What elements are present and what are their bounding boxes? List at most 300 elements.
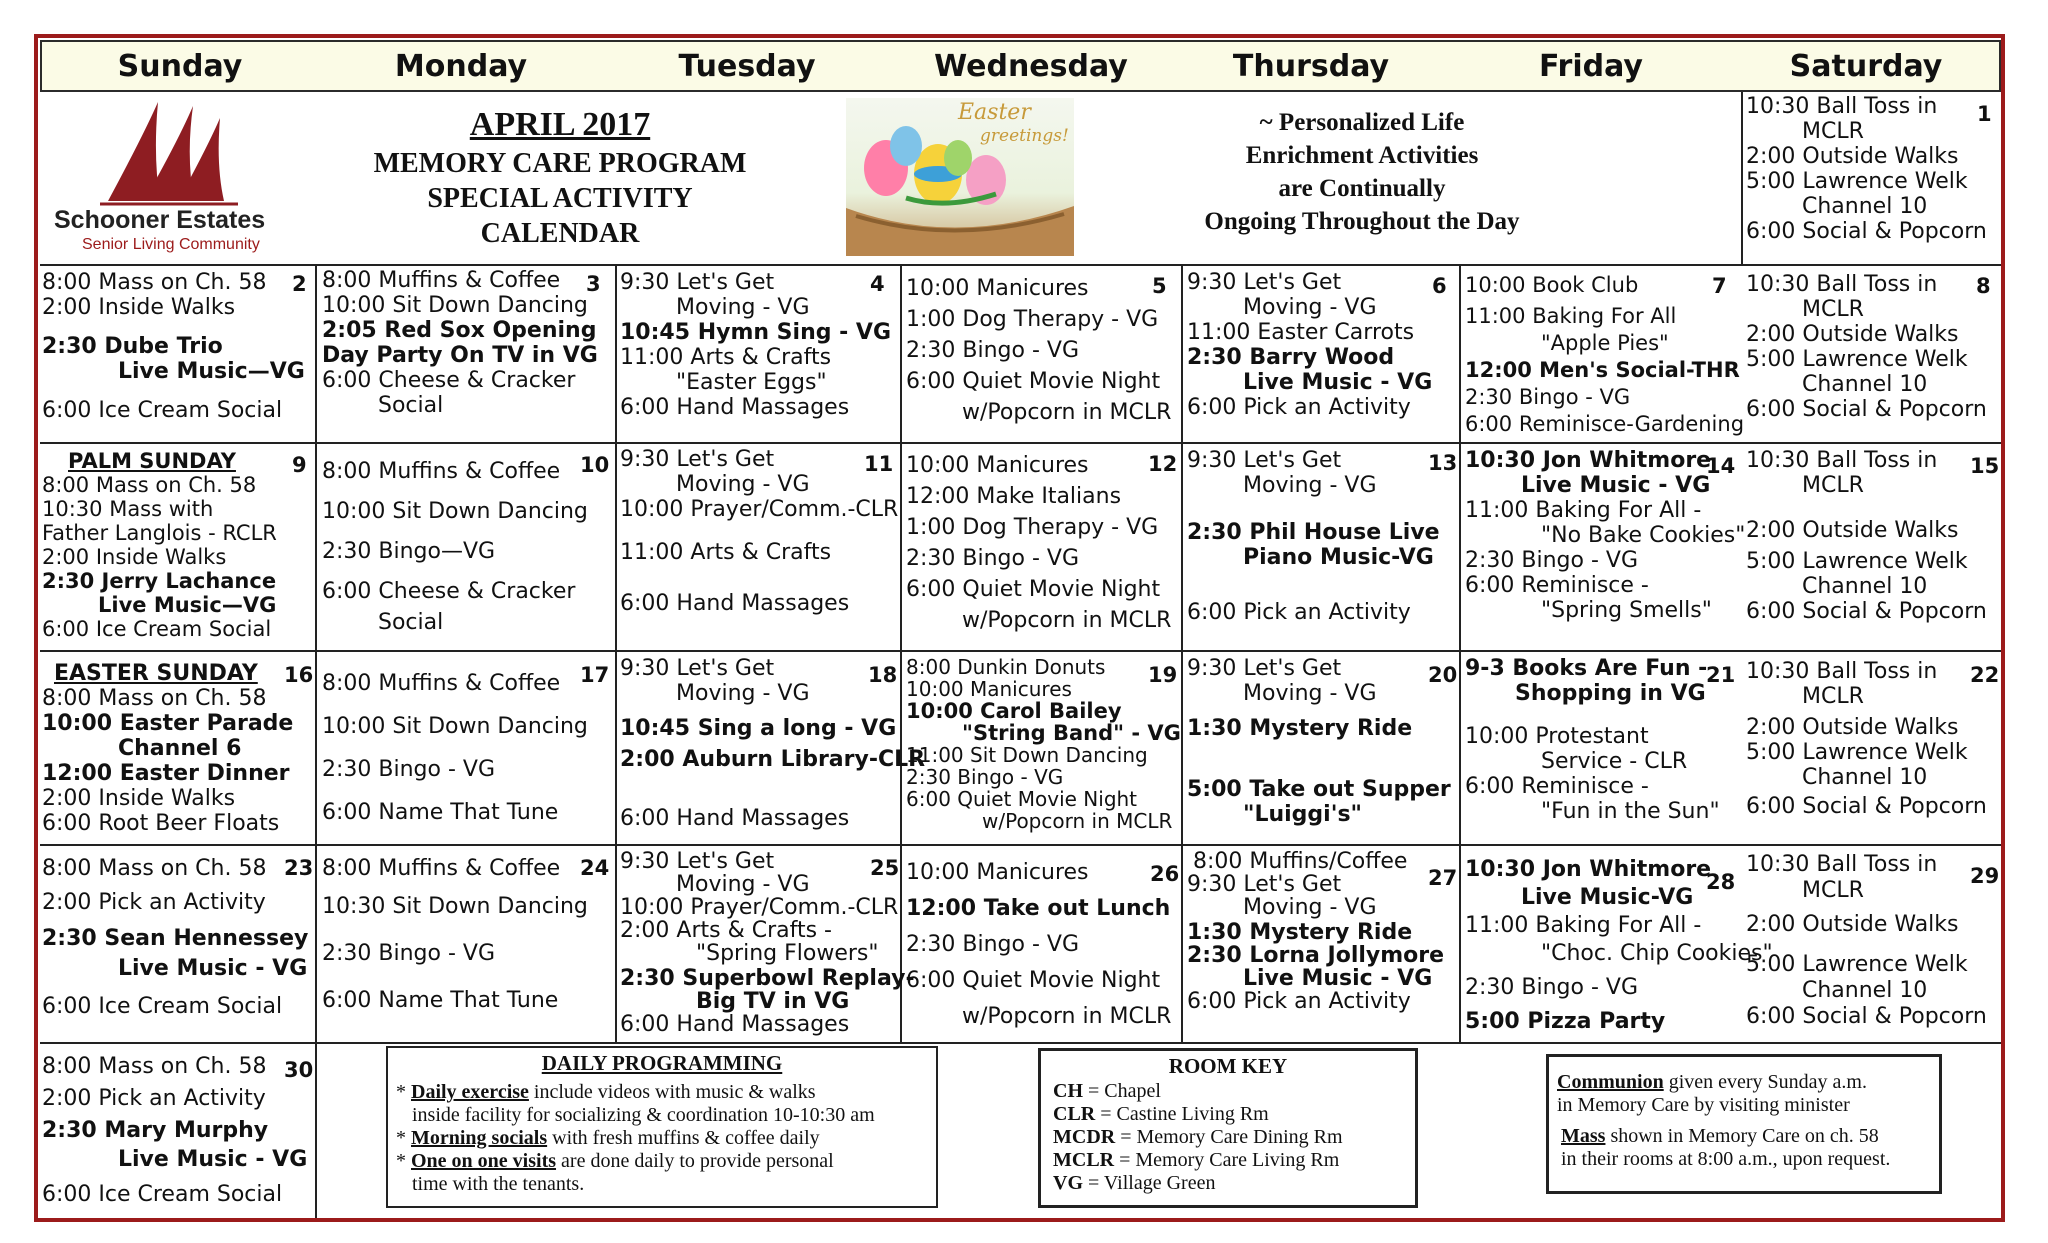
activity-line: 10:00 Sit Down Dancing: [322, 293, 588, 318]
activity-line: 6:00 Reminisce -: [1465, 774, 1649, 799]
activity-line: 6:00 Reminisce -: [1465, 573, 1649, 598]
room-key-list: [1041, 1078, 1415, 1197]
activity-line: w/Popcorn in MCLR: [982, 809, 1173, 833]
activity-line: 6:00 Cheese & Cracker: [322, 579, 576, 604]
activity-line: 6:00 Ice Cream Social: [42, 994, 283, 1019]
activity-line: 2:00 Outside Walks: [1746, 715, 1959, 740]
activity-line: 5:00 Lawrence Welk: [1746, 740, 1968, 765]
day-cell-9: [42, 449, 277, 641]
month-title: APRIL 2017: [469, 106, 651, 143]
activity-line: 11:00 Arts & Crafts: [620, 345, 832, 370]
program-label: One on one visits: [411, 1150, 557, 1172]
activity-line: 2:00 Outside Walks: [1746, 144, 1959, 169]
day-cell-23: [42, 855, 308, 1021]
activity-line: 2:05 Red Sox Opening: [322, 318, 597, 343]
communion-line: [1557, 1071, 1939, 1094]
activity-line: 11:00 Baking For All -: [1465, 913, 1702, 938]
activity-line: "Apple Pies": [1541, 331, 1669, 355]
activity-line: 9:30 Let's Get: [1187, 270, 1342, 295]
activity-line: 8:00 Muffins & Coffee: [322, 671, 561, 696]
day-cell-27: [1187, 850, 1444, 1013]
activity-line: 6:00 Social & Popcorn: [1746, 794, 1987, 819]
date-number: 5: [1152, 274, 1167, 298]
activity-line: Channel 10: [1802, 765, 1928, 790]
activity-line: Father Langlois - RCLR: [42, 521, 277, 545]
activity-line: Channel 10: [1802, 574, 1928, 599]
date-number: 26: [1150, 862, 1180, 886]
activity-line: 10:30 Ball Toss in: [1746, 94, 1938, 119]
activity-line: 2:00 Pick an Activity: [42, 1086, 266, 1111]
bullet: *: [396, 1081, 406, 1103]
activity-line: 2:30 Phil House Live: [1187, 520, 1440, 545]
room-key-item: [1053, 1149, 1403, 1172]
activity-line: Channel 10: [1802, 194, 1928, 219]
weekday-header: [40, 40, 2001, 92]
room-key-item: [1053, 1103, 1403, 1126]
activity-line: 6:00 Quiet Movie Night: [906, 369, 1161, 394]
activity-line: 6:00 Reminisce-Gardening: [1465, 412, 1745, 436]
day-cell-3: [322, 268, 598, 418]
activity-line: 6:00 Social & Popcorn: [1746, 599, 1987, 624]
activity-line: 8:00 Muffins & Coffee: [322, 856, 561, 881]
day-cell-17: [322, 662, 588, 834]
activity-line: 10:00 Sit Down Dancing: [322, 714, 588, 739]
activity-line: 9-3 Books Are Fun -: [1465, 656, 1708, 681]
easter-eggs-image: [846, 98, 1074, 256]
day-cell-15: [1746, 448, 1987, 624]
activity-line: 2:00 Inside Walks: [42, 545, 227, 569]
date-number: 15: [1970, 454, 2000, 478]
activity-line: 2:30 Bingo - VG: [906, 932, 1079, 957]
day-cell-20: [1187, 656, 1451, 827]
title-line: MEMORY CARE PROGRAM: [373, 148, 747, 179]
daily-programming-list: [388, 1075, 936, 1196]
activity-line: Moving - VG: [676, 295, 810, 320]
holiday-title: PALM SUNDAY: [68, 449, 236, 473]
program-text-cont: inside facility for socializing & coordination 10-10:30 am: [412, 1104, 875, 1126]
activity-line: 2:30 Bingo - VG: [906, 765, 1064, 789]
activity-line: "Fun in the Sun": [1541, 799, 1720, 824]
day-cell-4: [620, 270, 891, 420]
activity-line: 5:00 Lawrence Welk: [1746, 169, 1968, 194]
day-cell-30: [42, 1052, 307, 1209]
activity-line: w/Popcorn in MCLR: [962, 1004, 1172, 1029]
grid-line: [40, 1042, 2001, 1044]
activity-line: "Luiggi's": [1243, 802, 1363, 827]
mass-line: in their rooms at 8:00 a.m., upon request.: [1561, 1148, 1891, 1170]
activity-line: Moving - VG: [1243, 473, 1377, 498]
day-cell-2: [42, 270, 305, 423]
activity-line: 8:00 Mass on Ch. 58: [42, 686, 267, 711]
activity-line: 11:00 Easter Carrots: [1187, 320, 1415, 345]
activity-line: 12:00 Men's Social-THR: [1465, 358, 1740, 382]
activity-line: 10:00 Manicures: [906, 276, 1089, 301]
activity-line: 6:00 Social & Popcorn: [1746, 219, 1987, 244]
activity-line: 2:00 Pick an Activity: [42, 890, 266, 915]
activity-line: 10:00 Prayer/Comm.-CLR: [620, 497, 899, 522]
day-saturday: Saturday: [1789, 49, 1943, 84]
grid-line: [40, 264, 2001, 266]
enrichment-line: Enrichment Activities: [1245, 142, 1479, 169]
activity-line: 10:00 Carol Bailey: [906, 699, 1122, 723]
activity-line: 2:00 Outside Walks: [1746, 912, 1959, 937]
date-number: 4: [870, 272, 885, 296]
activity-line: "Easter Eggs": [676, 370, 827, 395]
activity-line: 10:30 Sit Down Dancing: [322, 894, 588, 919]
program-item: [396, 1081, 930, 1127]
program-text: are done daily to provide personal: [556, 1150, 834, 1172]
date-number: 13: [1428, 451, 1458, 475]
activity-line: 2:30 Barry Wood: [1187, 345, 1395, 370]
day-cell-26: [906, 855, 1171, 1035]
activity-line: 10:00 Sit Down Dancing: [322, 499, 588, 524]
activity-line: 2:30 Bingo - VG: [1465, 548, 1638, 573]
activity-line: 10:00 Manicures: [906, 677, 1072, 701]
activity-line: "No Bake Cookies": [1541, 523, 1746, 548]
activity-line: w/Popcorn in MCLR: [962, 400, 1172, 425]
activity-line: 8:00 Muffins/Coffee: [1193, 849, 1408, 874]
logo-subtitle: Senior Living Community: [82, 236, 260, 253]
activity-line: w/Popcorn in MCLR: [962, 608, 1172, 633]
activity-line: 9:30 Let's Get: [620, 849, 775, 874]
activity-line: 2:30 Jerry Lachance: [42, 569, 277, 593]
activity-line: Piano Music-VG: [1243, 545, 1434, 570]
day-tuesday: Tuesday: [678, 49, 816, 84]
communion-box: [1546, 1054, 1942, 1194]
activity-line: 6:00 Ice Cream Social: [42, 398, 283, 423]
activity-line: Moving - VG: [1243, 895, 1377, 920]
date-number: 18: [868, 663, 898, 687]
activity-line: Big TV in VG: [696, 989, 850, 1014]
program-text: with fresh muffins & coffee daily: [547, 1127, 820, 1149]
activity-line: Moving - VG: [1243, 295, 1377, 320]
activity-line: MCLR: [1802, 684, 1864, 709]
activity-line: 12:00 Make Italians: [906, 484, 1122, 509]
day-cell-24: [322, 855, 588, 1024]
activity-line: MCLR: [1802, 878, 1864, 903]
activity-line: 6:00 Hand Massages: [620, 395, 850, 420]
activity-line: 2:30 Bingo - VG: [1465, 385, 1631, 409]
activity-line: Moving - VG: [676, 472, 810, 497]
grid-line: [40, 650, 2001, 652]
activity-line: 2:30 Bingo - VG: [906, 546, 1079, 571]
day-cell-7: [1465, 272, 1744, 438]
activity-line: 8:00 Mass on Ch. 58: [42, 856, 267, 881]
date-number: 21: [1706, 663, 1736, 687]
room-desc: = Castine Living Rm: [1095, 1103, 1269, 1125]
activity-line: 2:30 Mary Murphy: [42, 1118, 269, 1143]
day-cell-22: [1746, 659, 1987, 819]
date-number: 30: [284, 1058, 314, 1082]
program-label: Daily exercise: [411, 1081, 529, 1103]
activity-line: 2:30 Lorna Jollymore: [1187, 943, 1445, 968]
grid-line: [40, 442, 2001, 444]
activity-line: 10:30 Ball Toss in: [1746, 272, 1938, 297]
activity-line: 6:00 Pick an Activity: [1187, 989, 1411, 1014]
activity-line: Shopping in VG: [1515, 681, 1706, 706]
room-desc: = Chapel: [1083, 1080, 1161, 1102]
date-number: 9: [292, 453, 307, 477]
activity-line: 12:00 Easter Dinner: [42, 761, 290, 786]
activity-line: Live Music - VG: [1243, 966, 1433, 991]
activity-line: 1:00 Dog Therapy - VG: [906, 515, 1159, 540]
activity-line: 2:30 Bingo - VG: [1465, 975, 1638, 1000]
date-number: 3: [586, 272, 601, 296]
room-key-item: [1053, 1126, 1403, 1149]
mass-line: [1557, 1125, 1939, 1148]
activity-line: 9:30 Let's Get: [620, 270, 775, 295]
date-number: 19: [1148, 663, 1178, 687]
activity-line: Day Party On TV in VG: [322, 343, 598, 368]
activity-line: 6:00 Social & Popcorn: [1746, 397, 1987, 422]
activity-line: 8:00 Mass on Ch. 58: [42, 473, 257, 497]
activity-line: 6:00 Ice Cream Social: [42, 617, 272, 641]
room-key-item: [1053, 1080, 1403, 1103]
day-friday: Friday: [1538, 49, 1643, 84]
enrichment-line: Ongoing Throughout the Day: [1204, 208, 1520, 235]
activity-line: 2:30 Bingo—VG: [322, 539, 496, 564]
date-number: 20: [1428, 663, 1458, 687]
communion-text: given every Sunday a.m.: [1663, 1071, 1867, 1093]
activity-line: 2:30 Superbowl Replay-: [620, 966, 915, 991]
activity-line: "Choc. Chip Cookies": [1541, 941, 1773, 966]
activity-line: "Spring Flowers": [696, 941, 879, 966]
activity-line: 5:00 Lawrence Welk: [1746, 952, 1968, 977]
activity-line: 10:00 Prayer/Comm.-CLR: [620, 895, 899, 920]
day-cell-8: [1746, 272, 1987, 422]
activity-line: 6:00 Pick an Activity: [1187, 395, 1411, 420]
activity-line: MCLR: [1802, 473, 1864, 498]
activity-line: 10:30 Ball Toss in: [1746, 659, 1938, 684]
activity-line: "Spring Smells": [1541, 598, 1712, 623]
schooner-estates-logo: [48, 96, 288, 258]
activity-line: Social: [378, 610, 444, 635]
mass-text: shown in Memory Care on ch. 58: [1605, 1125, 1879, 1147]
date-number: 25: [870, 856, 900, 880]
day-cell-29: [1746, 852, 1987, 1030]
day-cell-5: [906, 273, 1171, 428]
activity-line: 6:00 Name That Tune: [322, 988, 559, 1013]
activity-line: 10:45 Sing a long - VG: [620, 716, 897, 741]
activity-line: 9:30 Let's Get: [620, 447, 775, 472]
mass-label: Mass: [1561, 1125, 1606, 1147]
room-desc: = Village Green: [1083, 1172, 1216, 1194]
enrichment-line: are Continually: [1278, 175, 1446, 202]
activity-line: 6:00 Hand Massages: [620, 591, 850, 616]
grid-line: [40, 844, 2001, 846]
activity-line: 11:00 Arts & Crafts: [620, 540, 832, 565]
room-code: MCDR: [1053, 1126, 1116, 1148]
activity-line: Moving - VG: [1243, 681, 1377, 706]
date-number: 23: [284, 856, 314, 880]
date-number: 14: [1706, 454, 1736, 478]
grid-line: [615, 264, 617, 1044]
activity-line: 10:00 Manicures: [906, 860, 1089, 885]
activity-line: 10:30 Ball Toss in: [1746, 852, 1938, 877]
day-cell-6: [1187, 270, 1432, 420]
activity-line: 10:30 Jon Whitmore: [1465, 448, 1712, 473]
activity-line: "String Band" - VG: [962, 721, 1181, 745]
easter-word: Easter: [958, 100, 1031, 125]
day-sunday: Sunday: [117, 49, 243, 84]
activity-line: 2:00 Outside Walks: [1746, 518, 1959, 543]
day-cell-10: [322, 452, 588, 634]
activity-line: 2:00 Arts & Crafts -: [620, 918, 832, 943]
activity-line: MCLR: [1802, 119, 1864, 144]
date-number: 12: [1148, 452, 1178, 476]
activity-line: 9:30 Let's Get: [1187, 656, 1342, 681]
room-key-heading: ROOM KEY: [1168, 1054, 1288, 1078]
activity-line: 10:30 Mass with: [42, 497, 214, 521]
activity-line: 2:30 Bingo - VG: [322, 941, 495, 966]
activity-line: 5:00 Pizza Party: [1465, 1009, 1666, 1034]
date-number: 8: [1976, 274, 1991, 298]
activity-line: 1:30 Mystery Ride: [1187, 920, 1413, 945]
day-cell-12: [906, 450, 1171, 636]
activity-line: 10:30 Jon Whitmore: [1465, 857, 1712, 882]
date-number: 22: [1970, 663, 2000, 687]
activity-line: 2:30 Bingo - VG: [322, 757, 495, 782]
room-code: VG: [1053, 1172, 1083, 1194]
date-number: 29: [1970, 864, 2000, 888]
date-number: 28: [1706, 870, 1736, 894]
activity-line: Live Music - VG: [118, 1147, 308, 1172]
day-cell-21: [1465, 656, 1720, 824]
activity-line: 2:00 Auburn Library-CLR: [620, 747, 926, 772]
date-number: 2: [292, 272, 307, 296]
activity-line: Live Music - VG: [118, 956, 308, 981]
title-line: CALENDAR: [480, 218, 640, 249]
date-number: 27: [1428, 866, 1458, 890]
activity-line: 6:00 Ice Cream Social: [42, 1182, 283, 1207]
date-number: 11: [864, 452, 894, 476]
activity-line: 5:00 Lawrence Welk: [1746, 549, 1968, 574]
activity-line: 5:00 Lawrence Welk: [1746, 347, 1968, 372]
activity-line: MCLR: [1802, 297, 1864, 322]
activity-line: 8:00 Muffins & Coffee: [322, 268, 561, 293]
activity-line: 2:00 Inside Walks: [42, 786, 236, 811]
activity-line: 6:00 Quiet Movie Night: [906, 577, 1161, 602]
activity-line: 10:45 Hymn Sing - VG: [620, 320, 892, 345]
activity-line: 8:00 Muffins & Coffee: [322, 459, 561, 484]
day-wednesday: Wednesday: [934, 49, 1128, 84]
greetings-word: greetings!: [980, 126, 1069, 146]
activity-line: 11:00 Baking For All: [1465, 304, 1677, 328]
logo-name: Schooner Estates: [54, 206, 266, 234]
activity-line: 6:00 Root Beer Floats: [42, 811, 280, 836]
activity-line: 1:00 Dog Therapy - VG: [906, 307, 1159, 332]
activity-line: 10:00 Protestant: [1465, 724, 1649, 749]
room-desc: = Memory Care Dining Rm: [1115, 1126, 1343, 1148]
day-cell-11: [620, 447, 898, 616]
activity-line: 2:30 Bingo - VG: [906, 338, 1079, 363]
activity-line: 9:30 Let's Get: [1187, 872, 1342, 897]
activity-line: 6:00 Cheese & Cracker: [322, 368, 576, 393]
activity-line: Channel 6: [118, 736, 242, 761]
activity-line: 8:00 Mass on Ch. 58: [42, 1054, 267, 1079]
activity-line: 2:30 Sean Hennessey: [42, 926, 309, 951]
activity-line: 11:00 Baking For All -: [1465, 498, 1702, 523]
activity-line: Social: [378, 393, 444, 418]
day-cell-1: [1746, 94, 1987, 244]
date-number: 24: [580, 856, 610, 880]
day-cell-16: [42, 661, 293, 836]
activity-line: 10:00 Easter Parade: [42, 711, 294, 736]
activity-line: 6:00 Hand Massages: [620, 1012, 850, 1037]
enrichment-note: [1182, 106, 1542, 238]
enrichment-line: ~ Personalized Life: [1259, 109, 1465, 136]
activity-line: 1:30 Mystery Ride: [1187, 716, 1413, 741]
room-desc: = Memory Care Living Rm: [1114, 1149, 1340, 1171]
day-cell-14: [1465, 448, 1745, 623]
program-item: [396, 1127, 930, 1150]
sails-icon: [48, 96, 288, 206]
activity-line: 8:00 Dunkin Donuts: [906, 655, 1106, 679]
room-key-item: [1053, 1172, 1403, 1195]
room-code: MCLR: [1053, 1149, 1115, 1171]
day-cell-19: [906, 656, 1181, 832]
grid-line: [315, 264, 317, 1218]
room-code: CLR: [1053, 1103, 1096, 1125]
room-code: CH: [1053, 1080, 1083, 1102]
communion-line: in Memory Care by visiting minister: [1557, 1094, 1850, 1116]
activity-line: 6:00 Social & Popcorn: [1746, 1004, 1987, 1029]
daily-programming-box: [386, 1046, 938, 1208]
activity-line: 2:30 Dube Trio: [42, 334, 223, 359]
calendar-title: [330, 104, 790, 251]
day-thursday: Thursday: [1232, 49, 1390, 84]
activity-line: Service - CLR: [1541, 749, 1688, 774]
activity-line: Live Music-VG: [1521, 885, 1694, 910]
day-cell-13: [1187, 448, 1440, 625]
grid-line: [1181, 264, 1183, 1044]
program-text-cont: time with the tenants.: [412, 1173, 585, 1195]
date-number: 7: [1712, 274, 1727, 298]
activity-line: 6:00 Pick an Activity: [1187, 600, 1411, 625]
activity-line: 10:30 Ball Toss in: [1746, 448, 1938, 473]
activity-line: 10:00 Manicures: [906, 453, 1089, 478]
activity-line: 9:30 Let's Get: [620, 656, 775, 681]
bullet: *: [396, 1150, 406, 1172]
activity-line: 10:00 Book Club: [1465, 273, 1639, 297]
activity-line: Moving - VG: [676, 872, 810, 897]
date-number: 6: [1432, 274, 1447, 298]
activity-line: 11:00 Sit Down Dancing: [906, 743, 1148, 767]
date-number: 1: [1977, 102, 1992, 126]
activity-line: 8:00 Mass on Ch. 58: [42, 270, 267, 295]
activity-line: 12:00 Take out Lunch: [906, 896, 1171, 921]
date-number: 16: [284, 663, 314, 687]
grid-line: [1459, 264, 1461, 1044]
activity-line: 6:00 Quiet Movie Night: [906, 968, 1161, 993]
activity-line: Moving - VG: [676, 681, 810, 706]
program-text: include videos with music & walks: [528, 1081, 816, 1103]
activity-line: Live Music - VG: [1521, 473, 1711, 498]
activity-line: Live Music - VG: [1243, 370, 1433, 395]
activity-line: 2:00 Inside Walks: [42, 295, 236, 320]
title-line: SPECIAL ACTIVITY: [427, 183, 693, 214]
program-item: [396, 1150, 930, 1196]
activity-line: 5:00 Take out Supper: [1187, 777, 1451, 802]
daily-programming-heading: DAILY PROGRAMMING: [541, 1051, 783, 1075]
bullet: *: [396, 1127, 406, 1149]
activity-line: 6:00 Hand Massages: [620, 806, 850, 831]
eggs-basket-icon: [846, 98, 1074, 256]
program-label: Morning socials: [411, 1127, 548, 1149]
day-monday: Monday: [394, 49, 528, 84]
room-key-box: [1038, 1048, 1418, 1208]
activity-line: Live Music—VG: [118, 359, 305, 384]
